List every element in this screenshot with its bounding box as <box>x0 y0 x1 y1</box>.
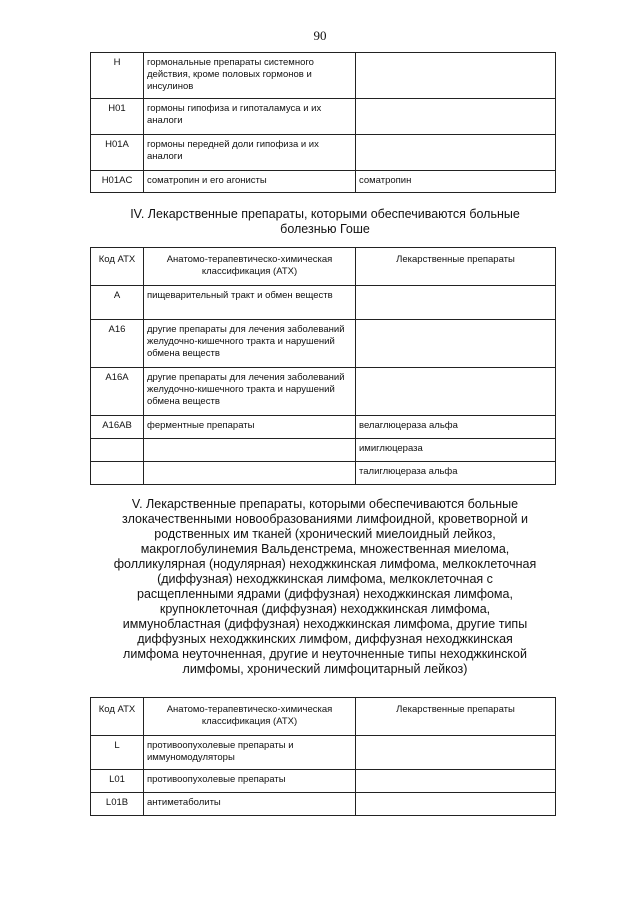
atx-name-cell: соматропин и его агонисты <box>144 171 356 193</box>
atx-code-cell: L01B <box>91 793 144 816</box>
atx-code-cell: H01A <box>91 135 144 171</box>
atx-name-cell <box>144 439 356 462</box>
page-number: 90 <box>313 28 327 43</box>
atx-table-gaucher <box>90 247 556 485</box>
atx-code-cell: L <box>91 736 144 770</box>
header-atx-classification: Анатомо-терапевтическо-химическая классификация (АТХ) <box>144 698 356 736</box>
table-row <box>91 416 556 439</box>
header-atx-classification: Анатомо-терапевтическо-химическая классификация (АТХ) <box>144 248 356 286</box>
drug-cell <box>356 320 556 368</box>
drug-cell <box>356 99 556 135</box>
drug-cell <box>356 793 556 816</box>
table-row <box>91 462 556 485</box>
header-atx-code: Код АТХ <box>91 248 144 286</box>
drug-cell <box>356 736 556 770</box>
drug-cell <box>356 286 556 320</box>
drug-cell: талиглюцераза альфа <box>356 462 556 485</box>
atx-code-cell: H01 <box>91 99 144 135</box>
atx-name-cell: гормоны передней доли гипофиза и их аналоги <box>144 135 356 171</box>
atx-code-cell: A16 <box>91 320 144 368</box>
header-drugs: Лекарственные препараты <box>356 248 556 286</box>
table-row <box>91 320 556 368</box>
atx-name-cell: ферментные препараты <box>144 416 356 439</box>
table-row <box>91 286 556 320</box>
header-atx-code: Код АТХ <box>91 698 144 736</box>
table-row <box>91 439 556 462</box>
atx-code-cell: H <box>91 53 144 99</box>
atx-name-cell: противоопухолевые препараты <box>144 770 356 793</box>
table-row <box>91 99 556 135</box>
atx-code-cell <box>91 439 144 462</box>
drug-cell: имиглюцераза <box>356 439 556 462</box>
table-row <box>91 793 556 816</box>
drug-cell <box>356 53 556 99</box>
drug-cell <box>356 135 556 171</box>
table-row <box>91 53 556 99</box>
atx-table-lymphoma <box>90 697 556 816</box>
atx-table-continuation <box>90 52 556 193</box>
atx-code-cell <box>91 462 144 485</box>
atx-code-cell: L01 <box>91 770 144 793</box>
atx-name-cell: гормоны гипофиза и гипоталамуса и их аналоги <box>144 99 356 135</box>
atx-name-cell: пищеварительный тракт и обмен веществ <box>144 286 356 320</box>
atx-name-cell: гормональные препараты системного действия, кроме половых гормонов и инсулинов <box>144 53 356 99</box>
drug-cell <box>356 770 556 793</box>
atx-code-cell: H01AC <box>91 171 144 193</box>
atx-name-cell <box>144 462 356 485</box>
table-header-row <box>91 248 556 286</box>
atx-code-cell: A16A <box>91 368 144 416</box>
atx-code-cell: A16AB <box>91 416 144 439</box>
drug-cell: соматропин <box>356 171 556 193</box>
drug-cell: велаглюцераза альфа <box>356 416 556 439</box>
table-row <box>91 770 556 793</box>
atx-name-cell: другие препараты для лечения заболеваний желудочно-кишечного тракта и нарушений обмена веществ <box>144 368 356 416</box>
atx-name-cell: противоопухолевые препараты и иммуномодуляторы <box>144 736 356 770</box>
atx-name-cell: другие препараты для лечения заболеваний желудочно-кишечного тракта и нарушений обмена веществ <box>144 320 356 368</box>
section-title-gaucher: IV. Лекарственные препараты, которыми обеспечиваются больные болезнью Гоше <box>130 207 520 236</box>
table-header-row <box>91 698 556 736</box>
atx-name-cell: антиметаболиты <box>144 793 356 816</box>
section-title-lymphoma: V. Лекарственные препараты, которыми обеспечиваются больные злокачественными новообразованиями лимфоидной, кроветворной и родственных им тканей (хронический миелоидный лейкоз, макроглобулинемия Вальденстрема, множественная миелома, фолликулярная (нодулярная) неходжкинская лимфома, мелкоклеточная (диффузная) неходжкинская лимфома, мелкоклеточная с расщепленными ядрами (диффузная) неходжкинская лимфома, крупноклеточная (диффузная) неходжкинская лимфома, иммунобластная (диффузная) неходжкинская лимфома, другие типы диффузных неходжкинских лимфом, диффузная неходжкинская лимфома неуточненная, другие и неуточненные типы неходжкинской лимфомы, хронический лимфоцитарный лейкоз) <box>113 497 537 676</box>
drug-cell <box>356 368 556 416</box>
header-drugs: Лекарственные препараты <box>356 698 556 736</box>
table-row <box>91 171 556 193</box>
table-row <box>91 368 556 416</box>
table-row <box>91 736 556 770</box>
atx-code-cell: A <box>91 286 144 320</box>
table-row <box>91 135 556 171</box>
